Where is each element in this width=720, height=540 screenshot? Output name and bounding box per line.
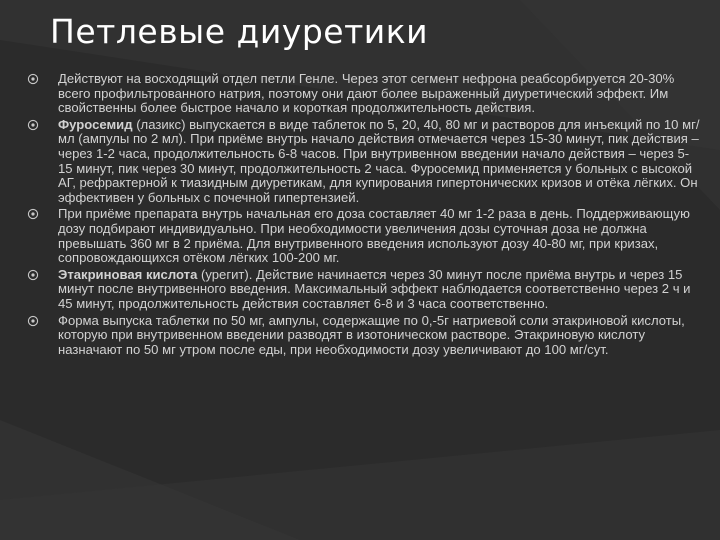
bullet-item xyxy=(30,72,702,116)
circled-dot-icon xyxy=(27,269,39,281)
bullet-item xyxy=(30,118,702,206)
drug-name: Фуросемид xyxy=(58,116,133,132)
circled-dot-icon xyxy=(27,315,39,327)
bullet-text: (урегит). Действие начинается через 30 минут после приёма внутрь и через 15 минут после внутривенного введения. Максимальный эффект наблюдается соответственно через 2 ч и 45 минут, продолжительность действия составляет 6-8 и 3 часа соответственно. xyxy=(58,266,691,311)
circled-dot-icon xyxy=(27,73,39,85)
bullet-item xyxy=(30,268,702,312)
bullet-text: (лазикс) выпускается в виде таблеток по 5, 20, 40, 80 мг и растворов для инъекций по 10 мг/мл (ампулы по 2 мл). При приёме внутрь начало действия отмечается через 15-30 минут, пик действия – через 1-2 часа, продолжительность 6-8 часов. При внутривенном введении начало действия – через 5-15 минут, пик через 30 минут, продолжительность 2 часа. Фуросемид применяется у больных с высокой АГ, рефрактерной к тиазидным диуретикам, для купирования гипертонических кризов и отёка лёгких. Он эффективен у больных с почечной гипертензией. xyxy=(58,116,700,205)
bullet-text: Форма выпуска таблетки по 50 мг, ампулы, содержащие по 0,-5г натриевой соли этакриновой кислоты, которую при внутривенном введении разводят в изотоническом растворе. Этакриновую кислоту назначают по 50 мг утром после еды, при необходимости дозу увеличивают до 100 мг/сут. xyxy=(58,312,685,357)
drug-name: Этакриновая кислота xyxy=(58,266,198,282)
circled-dot-icon xyxy=(27,208,39,220)
bullet-item xyxy=(30,207,702,265)
circled-dot-icon xyxy=(27,119,39,131)
bullet-item xyxy=(30,314,702,358)
bullet-text: При приёме препарата внутрь начальная его доза составляет 40 мг 1-2 раза в день. Поддерживающую дозу подбирают индивидуально. При необходимости увеличения дозы суточная доза не должна превышать 360 мг в 2 приёма. Для внутривенного введения используют дозу 40-80 мг, при кризах, сопровождающихся отёком лёгких 100-200 мг. xyxy=(58,206,690,266)
slide-title: Петлевые диуретики xyxy=(50,12,429,51)
bullet-text: Действуют на восходящий отдел петли Генле. Через этот сегмент нефрона реабсорбируется 20-30% всего профильтрованного натрия, поэтому они дают более выраженный диуретический эффект. Им свойственны более быстрое начало и короткая продолжительность действия. xyxy=(58,71,675,116)
bullet-list xyxy=(30,72,702,359)
